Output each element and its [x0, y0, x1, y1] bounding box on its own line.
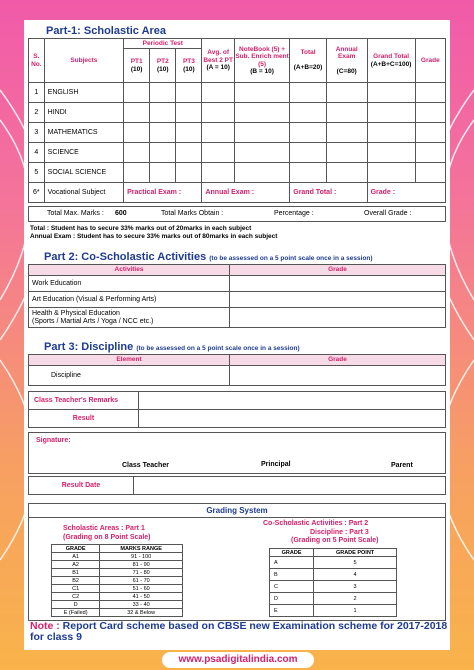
notebook-header: NoteBook (5) + Sub. Enrich ment (5) (B = 10)	[234, 39, 289, 83]
table-row: E 1	[270, 605, 397, 617]
note-label: Note :	[30, 620, 60, 632]
subjects-header: Subjects	[44, 39, 123, 83]
table-row: 1 ENGLISH	[29, 83, 446, 103]
note-annual: Annual Exam : Student has to secure 33% marks out of 80marks in each subject	[30, 233, 278, 240]
result-date-table: Result Date	[28, 476, 446, 495]
pt1-header: PT1 (10)	[124, 49, 150, 83]
table-row: Discipline	[29, 366, 446, 386]
table-row: D 33 - 40	[52, 601, 183, 609]
table-row: B1 71 - 80	[52, 569, 183, 577]
signature-label: Signature:	[36, 437, 71, 444]
table-row: Work Education	[29, 276, 446, 292]
sno-header: S. No.	[29, 39, 45, 83]
co-scholastic-grade-table: GRADE GRADE POINT A 5 B 4 C 3 D 2 E 1	[269, 548, 397, 617]
grading-title: Grading System	[29, 504, 445, 518]
table-row: Art Education (Visual & Performing Arts)	[29, 292, 446, 308]
table-row: B2 61 - 70	[52, 577, 183, 585]
table-row: Health & Physical Education (Sports / Martial Arts / Yoga / NCC etc.)	[29, 308, 446, 328]
table-row: 3 MATHEMATICS	[29, 123, 446, 143]
result-label: Result	[29, 410, 139, 428]
table-row: A1 91 - 100	[52, 553, 183, 561]
principal-label: Principal	[261, 461, 291, 468]
discipline-table: Element Grade Discipline	[28, 354, 446, 386]
scholastic-table	[28, 38, 446, 203]
total-header: Total (A+B=20)	[290, 39, 327, 83]
scholastic-grade-table: GRADE MARKS RANGE A1 91 - 100 A2 81 - 90 B1 71 - 80 B2 61 - 70 C1 51 - 60 C2 41 - 50 D 33 - 40 E (Failed) 32 & Below	[51, 544, 183, 617]
annual-header: Annual Exam (C=80)	[326, 39, 367, 83]
table-row: 2 HINDI	[29, 103, 446, 123]
table-row: E (Failed) 32 & Below	[52, 609, 183, 617]
grading-system: Grading System Scholastic Areas : Part 1 (Grading on 8 Point Scale) GRADE MARKS RANGE A1 91 - 100 A2 81 - 90 B1 71 - 80 B2 61 - 70 C1 51 - 60 C2 41 - 50 D 33 - 40 E (Failed) 32 & Below Co-Scholastic Activities : Part 2 Discipline : Part 3 (Grading on 5 Point Scale) GRADE GRADE POINT A 5 B 4 C 3 D 2 E 1	[28, 503, 446, 621]
class-teacher-label: Class Teacher	[122, 462, 169, 469]
footer-note	[30, 621, 450, 643]
website-link[interactable]: www.psadigitalindia.com	[162, 652, 314, 668]
remarks-table	[28, 391, 446, 428]
table-row: 5 SOCIAL SCIENCE	[29, 163, 446, 183]
co-scholastic-table: Activities Grade Work Education Art Education (Visual & Performing Arts) Health & Physical Education (Sports / Martial Arts / Yoga / NCC etc.)	[28, 264, 446, 328]
table-row: A 5	[270, 557, 397, 569]
grade-header: Grade	[415, 39, 445, 83]
totals-row: Total Max. Marks : 600 Total Marks Obtain : Percentage : Overall Grade :	[28, 206, 446, 222]
vocational-row: 6* Vocational Subject Practical Exam : Annual Exam : Grand Total : Grade :	[29, 183, 446, 203]
signature-box	[28, 432, 446, 474]
part3-title: Part 3: Discipline (to be assessed on a 5 point scale once in a session)	[44, 341, 300, 353]
avg-header: Avg. of Best 2 PT (A = 10)	[202, 39, 234, 83]
table-row: C2 41 - 50	[52, 593, 183, 601]
table-row: C 3	[270, 581, 397, 593]
note-text: Report Card scheme based on CBSE new Examination scheme for 2017-2018 for class 9	[30, 620, 448, 643]
table-row: A2 81 - 90	[52, 561, 183, 569]
periodic-test-header: Periodic Test	[124, 39, 202, 49]
part2-title: Part 2: Co-Scholastic Activities (to be assessed on a 5 point scale once in a session)	[44, 251, 373, 263]
table-row: B 4	[270, 569, 397, 581]
note-total: Total : Student has to secure 33% marks out of 20marks in each subject	[30, 225, 252, 232]
pt2-header: PT2 (10)	[150, 49, 176, 83]
pt3-header: PT3 (10)	[176, 49, 202, 83]
part1-title: Part-1: Scholastic Area	[46, 25, 167, 37]
table-row: D 2	[270, 593, 397, 605]
grand-total-header: Grand Total (A+B+C=100)	[367, 39, 415, 83]
parent-label: Parent	[391, 462, 413, 469]
teacher-remarks-label: Class Teacher's Remarks	[29, 392, 139, 410]
table-row: 4 SCIENCE	[29, 143, 446, 163]
table-row: C1 51 - 60	[52, 585, 183, 593]
